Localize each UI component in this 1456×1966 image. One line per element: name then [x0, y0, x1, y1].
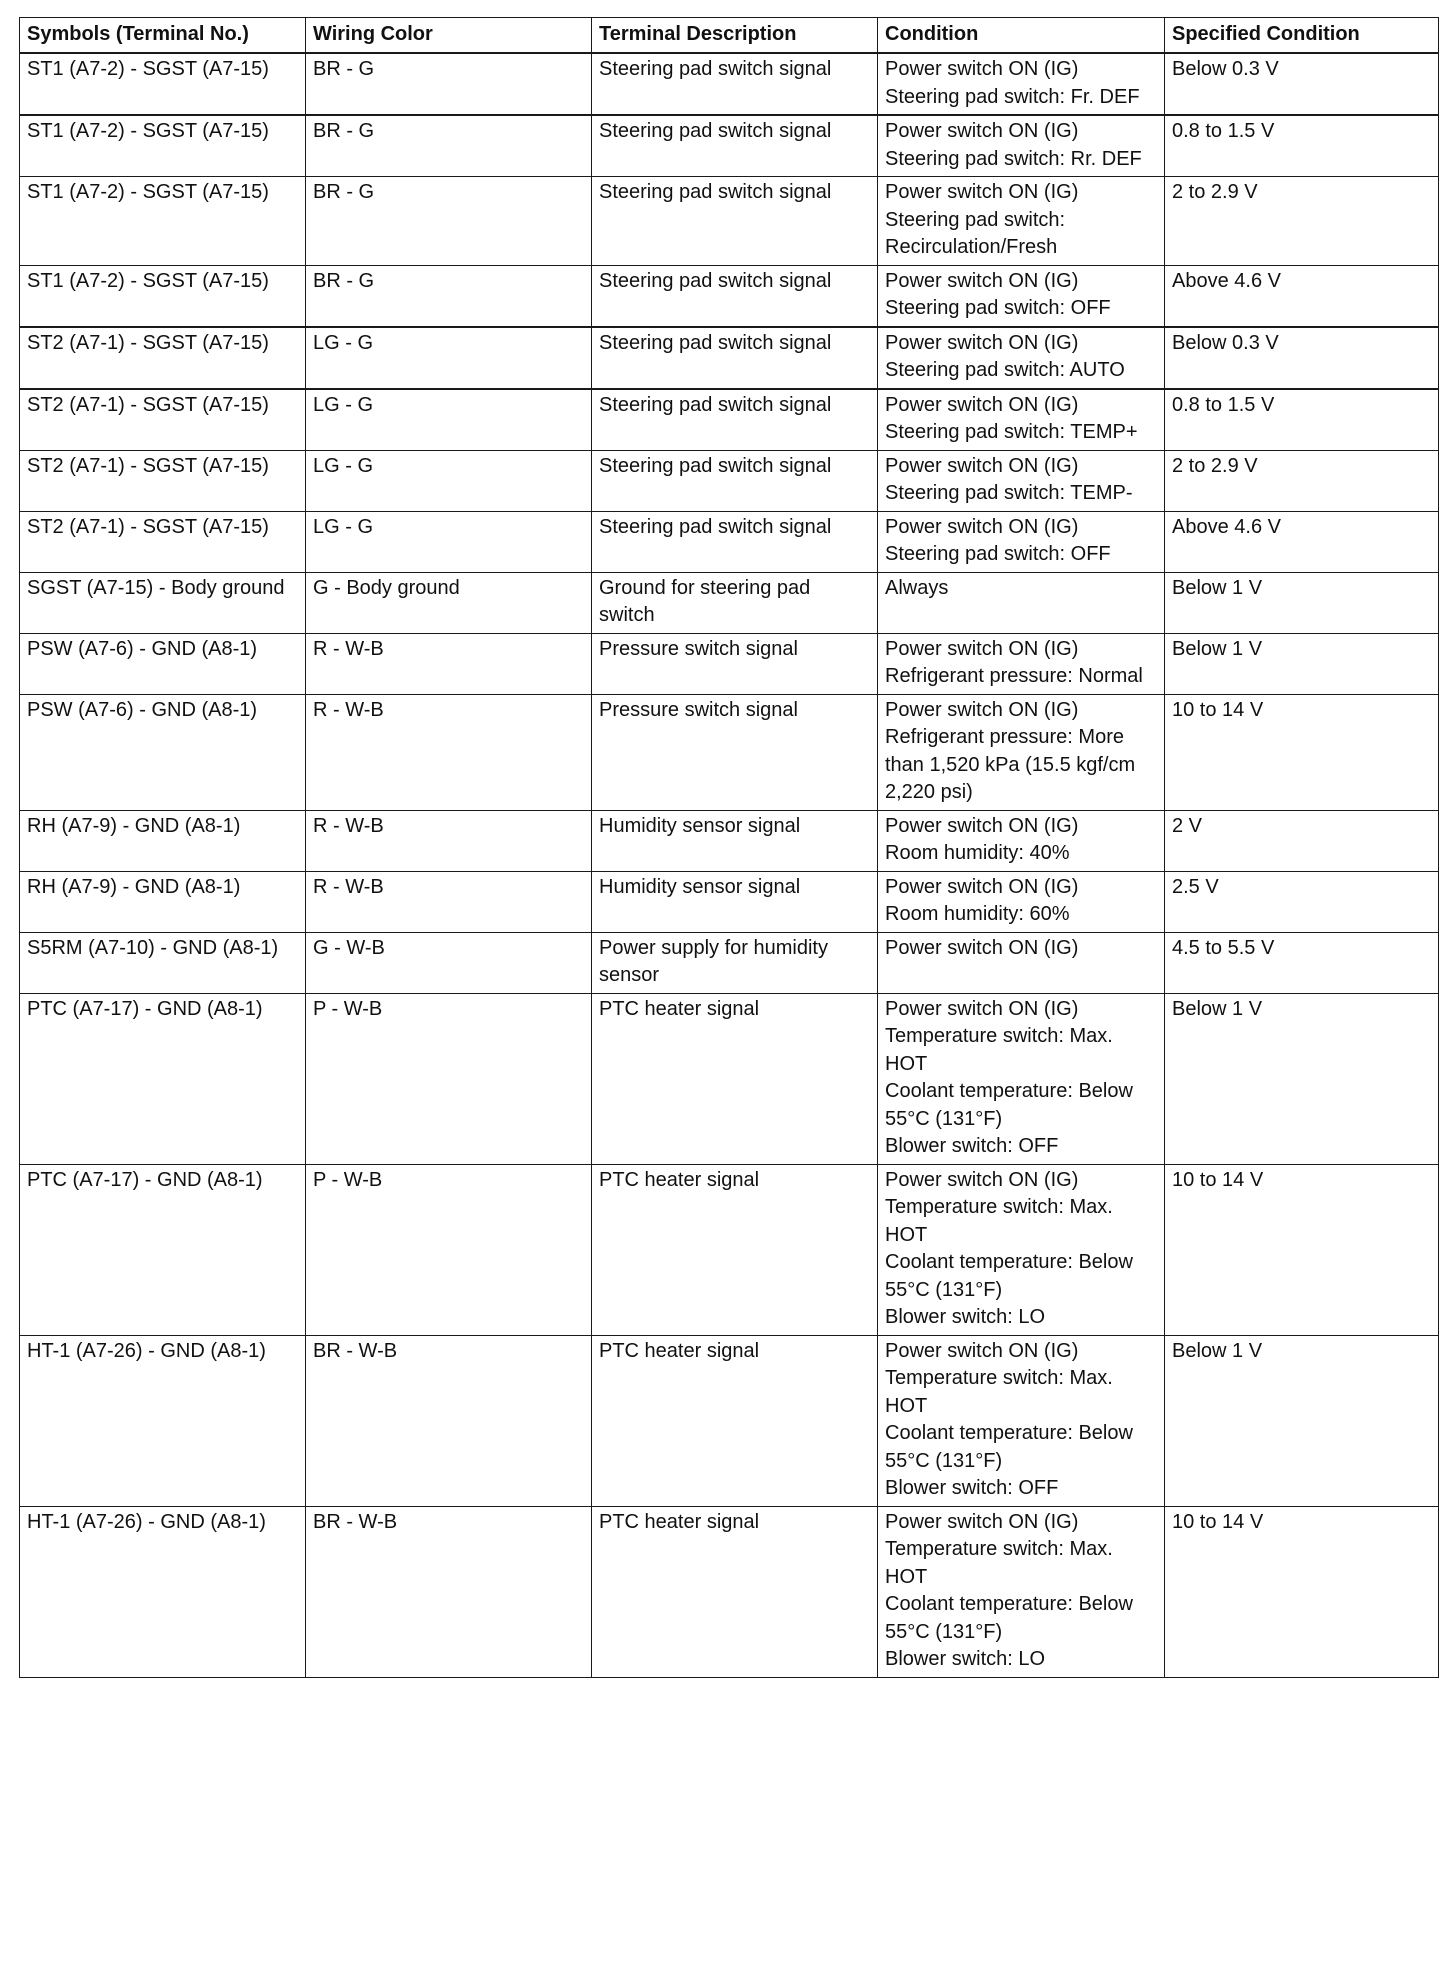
cell-wiring-color: BR - G	[306, 53, 592, 115]
cell-wiring-color: BR - G	[306, 265, 592, 327]
cell-symbol: ST2 (A7-1) - SGST (A7-15)	[20, 511, 306, 572]
condition-line: Power switch ON (IG)	[885, 936, 1079, 959]
cell-description: Steering pad switch signal	[592, 265, 878, 327]
cell-specified-condition: 10 to 14 V	[1165, 694, 1439, 810]
cell-condition	[878, 265, 1165, 327]
cell-specified-condition: 2 V	[1165, 810, 1439, 871]
cell-wiring-color: G - Body ground	[306, 572, 592, 633]
cell-condition	[878, 1506, 1165, 1677]
cell-specified-condition: Below 1 V	[1165, 572, 1439, 633]
cell-condition	[878, 633, 1165, 694]
cell-description: Steering pad switch signal	[592, 115, 878, 177]
condition-line: Room humidity: 60%	[885, 903, 1070, 925]
cell-specified-condition: 0.8 to 1.5 V	[1165, 115, 1439, 177]
cell-condition	[878, 932, 1165, 993]
cell-condition	[878, 115, 1165, 177]
cell-condition	[878, 1335, 1165, 1506]
cell-description: PTC heater signal	[592, 1164, 878, 1335]
condition-line: Steering pad switch: TEMP+	[885, 421, 1138, 443]
cell-symbol: RH (A7-9) - GND (A8-1)	[20, 871, 306, 932]
condition-line: Blower switch: OFF	[885, 1135, 1059, 1157]
table-row	[20, 932, 1439, 993]
cell-specified-condition: Below 1 V	[1165, 1335, 1439, 1506]
cell-description: PTC heater signal	[592, 1506, 878, 1677]
cell-description: Ground for steering pad switch	[592, 572, 878, 633]
condition-line: Power switch ON (IG)	[885, 181, 1079, 203]
condition-line: Steering pad switch: Rr. DEF	[885, 147, 1142, 170]
cell-specified-condition: Below 1 V	[1165, 633, 1439, 694]
cell-wiring-color: LG - G	[306, 511, 592, 572]
cell-specified-condition: Below 0.3 V	[1165, 53, 1439, 115]
table-row	[20, 871, 1439, 932]
table-row	[20, 694, 1439, 810]
condition-line: Power switch ON (IG)	[885, 1339, 1079, 1362]
cell-symbol: SGST (A7-15) - Body ground	[20, 572, 306, 633]
cell-description: Pressure switch signal	[592, 633, 878, 694]
condition-line: Steering pad switch: OFF	[885, 543, 1111, 565]
condition-line: Power switch ON (IG)	[885, 1168, 1079, 1191]
condition-line: Blower switch: OFF	[885, 1477, 1059, 1499]
header-wiring-color: Wiring Color	[306, 18, 592, 54]
cell-wiring-color: BR - G	[306, 115, 592, 177]
table-header-row	[20, 18, 1439, 54]
cell-specified-condition: 4.5 to 5.5 V	[1165, 932, 1439, 993]
condition-line: Power switch ON (IG)	[885, 393, 1079, 416]
condition-line: Power switch ON (IG)	[885, 454, 1079, 477]
cell-symbol: ST2 (A7-1) - SGST (A7-15)	[20, 389, 306, 451]
cell-description: Steering pad switch signal	[592, 327, 878, 389]
condition-line: Power switch ON (IG)	[885, 814, 1079, 837]
table-row	[20, 177, 1439, 266]
condition-line: Steering pad switch: TEMP-	[885, 482, 1133, 504]
table-row	[20, 1335, 1439, 1506]
cell-condition	[878, 389, 1165, 451]
cell-symbol: RH (A7-9) - GND (A8-1)	[20, 810, 306, 871]
cell-wiring-color: R - W-B	[306, 633, 592, 694]
header-condition: Condition	[878, 18, 1165, 54]
cell-symbol: ST2 (A7-1) - SGST (A7-15)	[20, 450, 306, 511]
header-terminal-description: Terminal Description	[592, 18, 878, 54]
table-row	[20, 265, 1439, 327]
cell-specified-condition: Above 4.6 V	[1165, 265, 1439, 327]
cell-condition	[878, 327, 1165, 389]
cell-wiring-color: P - W-B	[306, 1164, 592, 1335]
condition-line: Power switch ON (IG)	[885, 698, 1079, 721]
condition-line: Temperature switch: Max. HOT	[885, 1025, 1113, 1075]
table-row	[20, 1506, 1439, 1677]
cell-wiring-color: BR - W-B	[306, 1335, 592, 1506]
cell-description: Steering pad switch signal	[592, 177, 878, 266]
cell-description: Power supply for humidity sensor	[592, 932, 878, 993]
condition-line: Power switch ON (IG)	[885, 515, 1079, 538]
table-row	[20, 1164, 1439, 1335]
cell-condition	[878, 511, 1165, 572]
cell-specified-condition: 0.8 to 1.5 V	[1165, 389, 1439, 451]
cell-description: PTC heater signal	[592, 1335, 878, 1506]
cell-condition	[878, 810, 1165, 871]
cell-condition	[878, 1164, 1165, 1335]
cell-wiring-color: R - W-B	[306, 810, 592, 871]
cell-description: Pressure switch signal	[592, 694, 878, 810]
cell-description: Steering pad switch signal	[592, 389, 878, 451]
cell-description: Steering pad switch signal	[592, 53, 878, 115]
condition-line: Blower switch: LO	[885, 1306, 1046, 1328]
condition-line: Coolant temperature: Below 55°C (131°F)	[885, 1593, 1133, 1643]
condition-line: Power switch ON (IG)	[885, 269, 1079, 292]
condition-line: Power switch ON (IG)	[885, 875, 1079, 898]
cell-condition	[878, 572, 1165, 633]
condition-line: Power switch ON (IG)	[885, 637, 1079, 660]
condition-line: Power switch ON (IG)	[885, 1510, 1079, 1533]
cell-specified-condition: 10 to 14 V	[1165, 1506, 1439, 1677]
cell-wiring-color: P - W-B	[306, 993, 592, 1164]
header-specified-condition: Specified Condition	[1165, 18, 1439, 54]
condition-line: Temperature switch: Max. HOT	[885, 1196, 1113, 1246]
table-row	[20, 115, 1439, 177]
cell-specified-condition: Below 1 V	[1165, 993, 1439, 1164]
condition-line: Temperature switch: Max. HOT	[885, 1367, 1113, 1417]
cell-symbol: HT-1 (A7-26) - GND (A8-1)	[20, 1335, 306, 1506]
condition-line: Power switch ON (IG)	[885, 997, 1079, 1020]
cell-specified-condition: 2.5 V	[1165, 871, 1439, 932]
cell-symbol: S5RM (A7-10) - GND (A8-1)	[20, 932, 306, 993]
cell-wiring-color: R - W-B	[306, 871, 592, 932]
cell-description: Humidity sensor signal	[592, 810, 878, 871]
table-row	[20, 633, 1439, 694]
cell-specified-condition: 10 to 14 V	[1165, 1164, 1439, 1335]
table-row	[20, 810, 1439, 871]
table-row	[20, 389, 1439, 451]
condition-line: Power switch ON (IG)	[885, 58, 1079, 80]
condition-line: Steering pad switch: Fr. DEF	[885, 85, 1140, 108]
cell-condition	[878, 694, 1165, 810]
condition-line: Steering pad switch: OFF	[885, 297, 1111, 319]
cell-wiring-color: LG - G	[306, 389, 592, 451]
condition-line: Power switch ON (IG)	[885, 331, 1079, 354]
table-row	[20, 53, 1439, 115]
condition-line: Always	[885, 576, 949, 599]
cell-wiring-color: LG - G	[306, 450, 592, 511]
header-symbols: Symbols (Terminal No.)	[20, 18, 306, 54]
cell-description: Steering pad switch signal	[592, 511, 878, 572]
cell-condition	[878, 450, 1165, 511]
cell-symbol: ST1 (A7-2) - SGST (A7-15)	[20, 265, 306, 327]
cell-symbol: ST1 (A7-2) - SGST (A7-15)	[20, 53, 306, 115]
table-row	[20, 993, 1439, 1164]
cell-specified-condition: Below 0.3 V	[1165, 327, 1439, 389]
cell-description: PTC heater signal	[592, 993, 878, 1164]
cell-symbol: HT-1 (A7-26) - GND (A8-1)	[20, 1506, 306, 1677]
cell-condition	[878, 177, 1165, 266]
cell-wiring-color: R - W-B	[306, 694, 592, 810]
cell-symbol: PSW (A7-6) - GND (A8-1)	[20, 694, 306, 810]
cell-symbol: ST1 (A7-2) - SGST (A7-15)	[20, 115, 306, 177]
terminal-spec-table	[19, 17, 1439, 1678]
condition-line: Temperature switch: Max. HOT	[885, 1538, 1113, 1588]
cell-specified-condition: 2 to 2.9 V	[1165, 450, 1439, 511]
terminal-spec-sheet	[19, 17, 1438, 1678]
cell-symbol: PTC (A7-17) - GND (A8-1)	[20, 1164, 306, 1335]
cell-symbol: PTC (A7-17) - GND (A8-1)	[20, 993, 306, 1164]
cell-symbol: PSW (A7-6) - GND (A8-1)	[20, 633, 306, 694]
cell-symbol: ST1 (A7-2) - SGST (A7-15)	[20, 177, 306, 266]
table-body	[20, 53, 1439, 1677]
table-row	[20, 511, 1439, 572]
condition-line: Refrigerant pressure: Normal	[885, 665, 1143, 687]
condition-line: Coolant temperature: Below 55°C (131°F)	[885, 1080, 1133, 1130]
condition-line: Steering pad switch: AUTO	[885, 359, 1125, 381]
cell-wiring-color: BR - G	[306, 177, 592, 266]
condition-line: Coolant temperature: Below 55°C (131°F)	[885, 1251, 1133, 1301]
cell-wiring-color: BR - W-B	[306, 1506, 592, 1677]
condition-line: Blower switch: LO	[885, 1648, 1046, 1670]
cell-description: Steering pad switch signal	[592, 450, 878, 511]
cell-description: Humidity sensor signal	[592, 871, 878, 932]
cell-condition	[878, 53, 1165, 115]
table-row	[20, 327, 1439, 389]
table-row	[20, 572, 1439, 633]
condition-line: Room humidity: 40%	[885, 842, 1070, 864]
condition-line: Coolant temperature: Below 55°C (131°F)	[885, 1422, 1133, 1472]
condition-line: Steering pad switch: Recirculation/Fresh	[885, 208, 1066, 258]
cell-specified-condition: Above 4.6 V	[1165, 511, 1439, 572]
condition-line: Power switch ON (IG)	[885, 120, 1079, 142]
cell-specified-condition: 2 to 2.9 V	[1165, 177, 1439, 266]
cell-condition	[878, 993, 1165, 1164]
cell-condition	[878, 871, 1165, 932]
condition-line: Refrigerant pressure: More than 1,520 kPa (15.5 kgf/cm 2,220 psi)	[885, 726, 1136, 803]
table-row	[20, 450, 1439, 511]
cell-wiring-color: G - W-B	[306, 932, 592, 993]
cell-wiring-color: LG - G	[306, 327, 592, 389]
cell-symbol: ST2 (A7-1) - SGST (A7-15)	[20, 327, 306, 389]
